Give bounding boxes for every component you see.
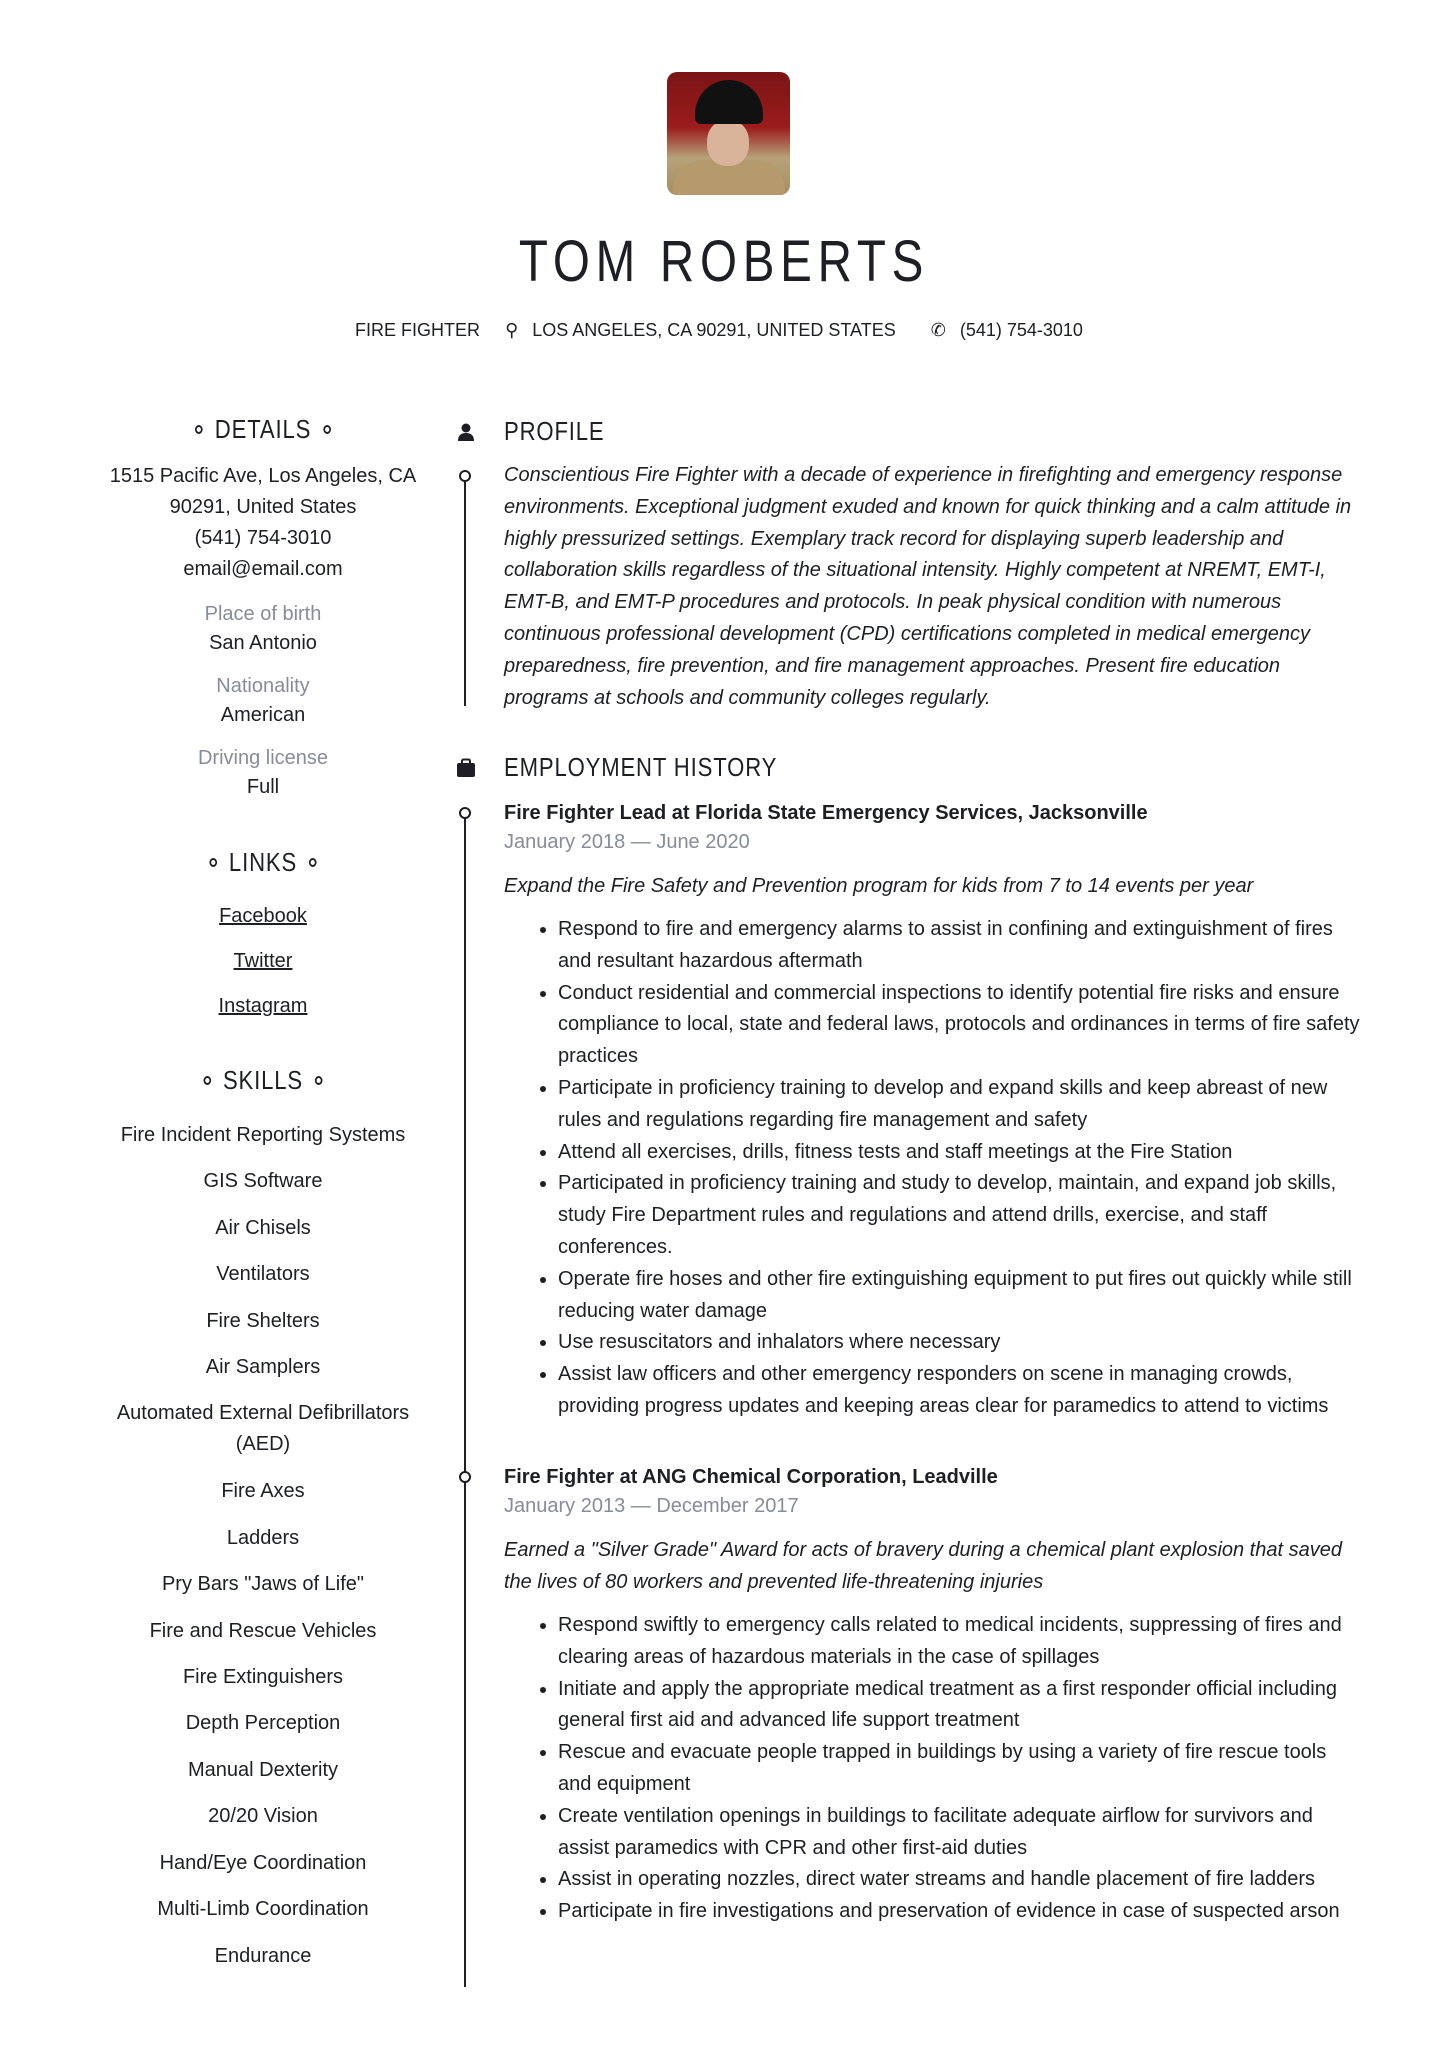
skill-item: Automated External Defibrillators (AED) (116, 1402, 410, 1456)
address: 1515 Pacific Ave, Los Angeles, CA (109, 465, 417, 487)
job-entry (504, 798, 1364, 1423)
skill-item: GIS Software (203, 1170, 323, 1193)
skill-item: Multi-Limb Coordination (157, 1898, 369, 1921)
details-phone: (541) 754-3010 (194, 527, 332, 549)
email-link[interactable]: email@email.com (183, 558, 343, 580)
skill-item: Ladders (226, 1526, 300, 1549)
job-bullet: • Use resuscitators and inhalators where necessary (558, 1327, 1364, 1359)
link-instagram[interactable]: Instagram (218, 995, 308, 1017)
address-2: 90291, United States (169, 496, 357, 518)
job-bullet: • Assist in operating nozzles, direct water streams and handle placement of fire ladders (558, 1864, 1364, 1896)
driving-license: Full (246, 776, 280, 798)
link-twitter[interactable]: Twitter (233, 950, 293, 972)
skill-item: Fire Shelters (206, 1309, 320, 1332)
candidate-name: TOM ROBERTS (518, 229, 930, 294)
job-bullet: • Rescue and evacuate people trapped in buildings by using a variety of fire rescue tools and equipment (558, 1737, 1364, 1801)
job-bullet: • Assist law officers and other emergency responders on scene in managing crowds, providing progress updates and keeping areas clear for paramedics to attend to victims (558, 1359, 1364, 1423)
place-of-birth: San Antonio (209, 632, 317, 654)
job-title: FIRE FIGHTER (355, 320, 481, 340)
skill-item: Fire Axes (221, 1480, 305, 1503)
link-facebook[interactable]: Facebook (219, 905, 307, 927)
job-bullet: • Create ventilation openings in buildings to facilitate adequate airflow for survivors and assist paramedics with CPR and other first-aid duties (558, 1801, 1364, 1865)
location-pin-icon: ⚲ (505, 320, 519, 340)
timeline-pin (459, 1471, 471, 1483)
job-bullet: • Attend all exercises, drills, fitness tests and staff meetings at the Fire Station (558, 1137, 1364, 1169)
phone-icon: ✆ (930, 320, 946, 340)
skill-item: Fire Extinguishers (182, 1666, 344, 1689)
nationality: American (220, 704, 306, 726)
skill-item: Fire and Rescue Vehicles (149, 1619, 377, 1642)
skill-item: Air Samplers (205, 1356, 321, 1379)
job-bullet: • Participate in fire investigations and preservation of evidence in case of suspected arson (558, 1896, 1364, 1928)
job-entry (504, 1462, 1364, 1928)
profile-heading: PROFILE (504, 416, 605, 446)
skill-item: Fire Incident Reporting Systems (120, 1124, 406, 1146)
skill-item: Manual Dexterity (187, 1758, 339, 1781)
skill-item: Depth Perception (185, 1712, 341, 1735)
job-summary: Expand the Fire Safety and Prevention program for kids from 7 to 14 events per year (504, 875, 1254, 897)
person-icon (456, 422, 476, 442)
job-bullets (504, 914, 1364, 1423)
job-bullet: • Initiate and apply the appropriate medical treatment as a first responder official including general first aid and advanced life support treatment (558, 1674, 1364, 1738)
timeline-line (464, 813, 466, 1987)
job-bullets (504, 1610, 1364, 1928)
job-bullet: • Participate in proficiency training to develop and expand skills and keep abreast of new rules and regulations regarding fire management and safety (558, 1073, 1364, 1137)
job-bullet: • Participated in proficiency training and study to develop, maintain, and expand job skills, study Fire Department rules and regulations and attend drills, exercise, and staff conferences. (558, 1168, 1364, 1263)
timeline-pin (459, 807, 471, 819)
skill-item: Ventilators (216, 1263, 310, 1286)
skill-item: Air Chisels (215, 1216, 311, 1239)
job-title: Fire Fighter Lead at Florida State Emergency Services, Jacksonville (504, 802, 1148, 824)
location: ⚲ LOS ANGELES, CA 90291, UNITED STATES (505, 320, 896, 340)
profile-photo (667, 72, 790, 195)
skill-item: Endurance (214, 1944, 312, 1967)
driving-license-label: Driving license (197, 747, 329, 769)
timeline-line (464, 476, 466, 706)
skill-item: 20/20 Vision (208, 1805, 318, 1828)
job-bullet: • Operate fire hoses and other fire extinguishing equipment to put fires out quickly while still reducing water damage (558, 1264, 1364, 1328)
job-bullet: • Respond swiftly to emergency calls related to medical incidents, suppressing of fires and clearing areas of hazardous materials in the case of spillages (558, 1610, 1364, 1674)
employment-heading: EMPLOYMENT HISTORY (504, 752, 778, 782)
job-title: Fire Fighter at ANG Chemical Corporation, Leadville (504, 1466, 998, 1488)
job-bullet: • Conduct residential and commercial inspections to identify potential fire risks and ensure compliance to local, state and federal laws, protocols and ordinances in terms of fire safety practices (558, 978, 1364, 1073)
skills-heading: SKILLS (127, 1065, 399, 1096)
links-heading: LINKS (127, 847, 399, 878)
nationality-label: Nationality (216, 675, 310, 697)
briefcase-icon (456, 758, 476, 778)
job-summary: Earned a "Silver Grade" Award for acts of bravery during a chemical plant explosion that saved the lives of 80 workers and prevented life-threatening injuries (504, 1539, 1342, 1593)
profile-text: Conscientious Fire Fighter with a decade of experience in firefighting and emergency response environments. Exceptional judgment exuded and known for quick thinking and a calm attitude in highly pressurized settings. Exemplary track record for displaying superb leadership and collaboration skills regardless of the situational intensity. Highly competent at NREMT, EMT-I, EMT-B, and EMT-P procedures and protocols. In peak physical condition with numerous continuous professional development (CPD) certifications completed in medical emergency preparedness, fire prevention, and fire management approaches. Present fire education programs at schools and community colleges regularly. (504, 464, 1352, 709)
place-of-birth-label: Place of birth (204, 603, 322, 625)
job-bullet: • Respond to fire and emergency alarms to assist in confining and extinguishment of fires and resultant hazardous aftermath (558, 914, 1364, 978)
job-dates: January 2013 — December 2017 (504, 1495, 799, 1517)
phone: ✆ (541) 754-3010 (930, 320, 1083, 340)
job-dates: January 2018 — June 2020 (504, 831, 750, 853)
skill-item: Hand/Eye Coordination (159, 1851, 367, 1874)
left-column (103, 414, 423, 1979)
timeline-pin (459, 470, 471, 482)
details-heading: DETAILS (127, 414, 399, 445)
header-info (0, 320, 1448, 341)
skill-item: Pry Bars "Jaws of Life" (161, 1573, 365, 1596)
